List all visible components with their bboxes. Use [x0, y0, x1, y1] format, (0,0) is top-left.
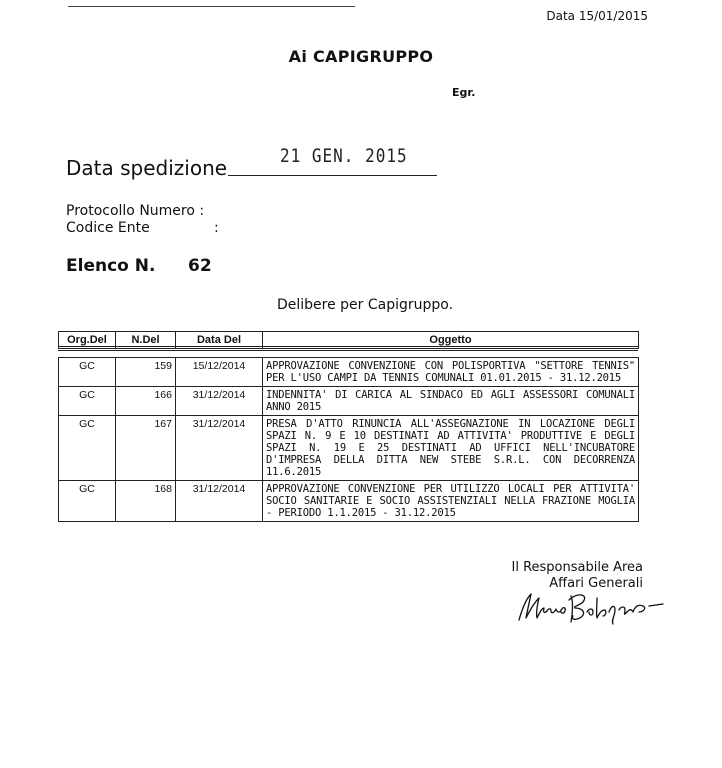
- cell-oggetto: APPROVAZIONE CONVENZIONE CON POLISPORTIVA "SETTORE TENNIS" PER L'USO CAMPI DA TENNIS COMUNALI 01.01.2015 - 31.12.2015: [263, 358, 639, 387]
- cell-org: GC: [59, 358, 116, 387]
- list-label: Elenco N.: [66, 256, 156, 276]
- page-title: Ai CAPIGRUPPO: [288, 47, 434, 66]
- cell-date: 15/12/2014: [176, 358, 263, 387]
- handwritten-signature: [513, 586, 673, 628]
- spedizione-label: Data spedizione: [66, 156, 228, 180]
- signer-office: Affari Generali: [549, 576, 643, 591]
- header-double-rule: [58, 346, 638, 351]
- cell-num: 166: [116, 387, 176, 416]
- table-row: [59, 358, 639, 387]
- cell-num: 159: [116, 358, 176, 387]
- cell-date: 31/12/2014: [176, 416, 263, 481]
- entity-code-label: Codice Ente: [66, 220, 150, 236]
- cell-org: GC: [59, 416, 116, 481]
- top-rule: [68, 6, 355, 7]
- header-num: N.Del: [116, 332, 176, 349]
- cell-oggetto: PRESA D'ATTO RINUNCIA ALL'ASSEGNAZIONE IN LOCAZIONE DEGLI SPAZI N. 9 E 10 DESTINATI AD ATTIVITA' PRODUTTIVE E DEGLI SPAZI N. 19 E 25 DESTINATI AD UFFICI NELL'INCUBATORE D'IMPRESA DELLA DITTA NEW STEBE S.R.L. CON DECORRENZA 11.6.2015: [263, 416, 639, 481]
- cell-org: GC: [59, 481, 116, 522]
- table-row: [59, 387, 639, 416]
- list-number: 62: [188, 256, 212, 276]
- protocol-block: [66, 203, 204, 237]
- cell-date: 31/12/2014: [176, 481, 263, 522]
- header-org: Org.Del: [59, 332, 116, 349]
- cell-num: 167: [116, 416, 176, 481]
- cell-oggetto: INDENNITA' DI CARICA AL SINDACO ED AGLI ASSESSORI COMUNALI ANNO 2015: [263, 387, 639, 416]
- cell-org: GC: [59, 387, 116, 416]
- date-stamp: 21 GEN. 2015: [280, 144, 408, 167]
- cell-date: 31/12/2014: [176, 387, 263, 416]
- signer-role: Il Responsabile Area: [511, 560, 643, 575]
- salutation: Egr.: [452, 86, 476, 99]
- cell-oggetto: APPROVAZIONE CONVENZIONE PER UTILIZZO LOCALI PER ATTIVITA' SOCIO SANITARIE E SOCIO ASSISTENZIALI NELLA FRAZIONE MOGLIA - PERIODO 1.1.2015 - 31.12.2015: [263, 481, 639, 522]
- cell-num: 168: [116, 481, 176, 522]
- header-oggetto: Oggetto: [263, 332, 639, 349]
- entity-code-colon: :: [214, 220, 219, 236]
- document-date: Data 15/01/2015: [546, 9, 648, 23]
- header-date: Data Del: [176, 332, 263, 349]
- deliberations-table: [58, 357, 639, 522]
- table-row: [59, 481, 639, 522]
- protocol-number-label: Protocollo Numero :: [66, 203, 205, 219]
- spedizione-line: [228, 175, 437, 176]
- subtitle: Delibere per Capigruppo.: [276, 297, 454, 313]
- table-row: [59, 416, 639, 481]
